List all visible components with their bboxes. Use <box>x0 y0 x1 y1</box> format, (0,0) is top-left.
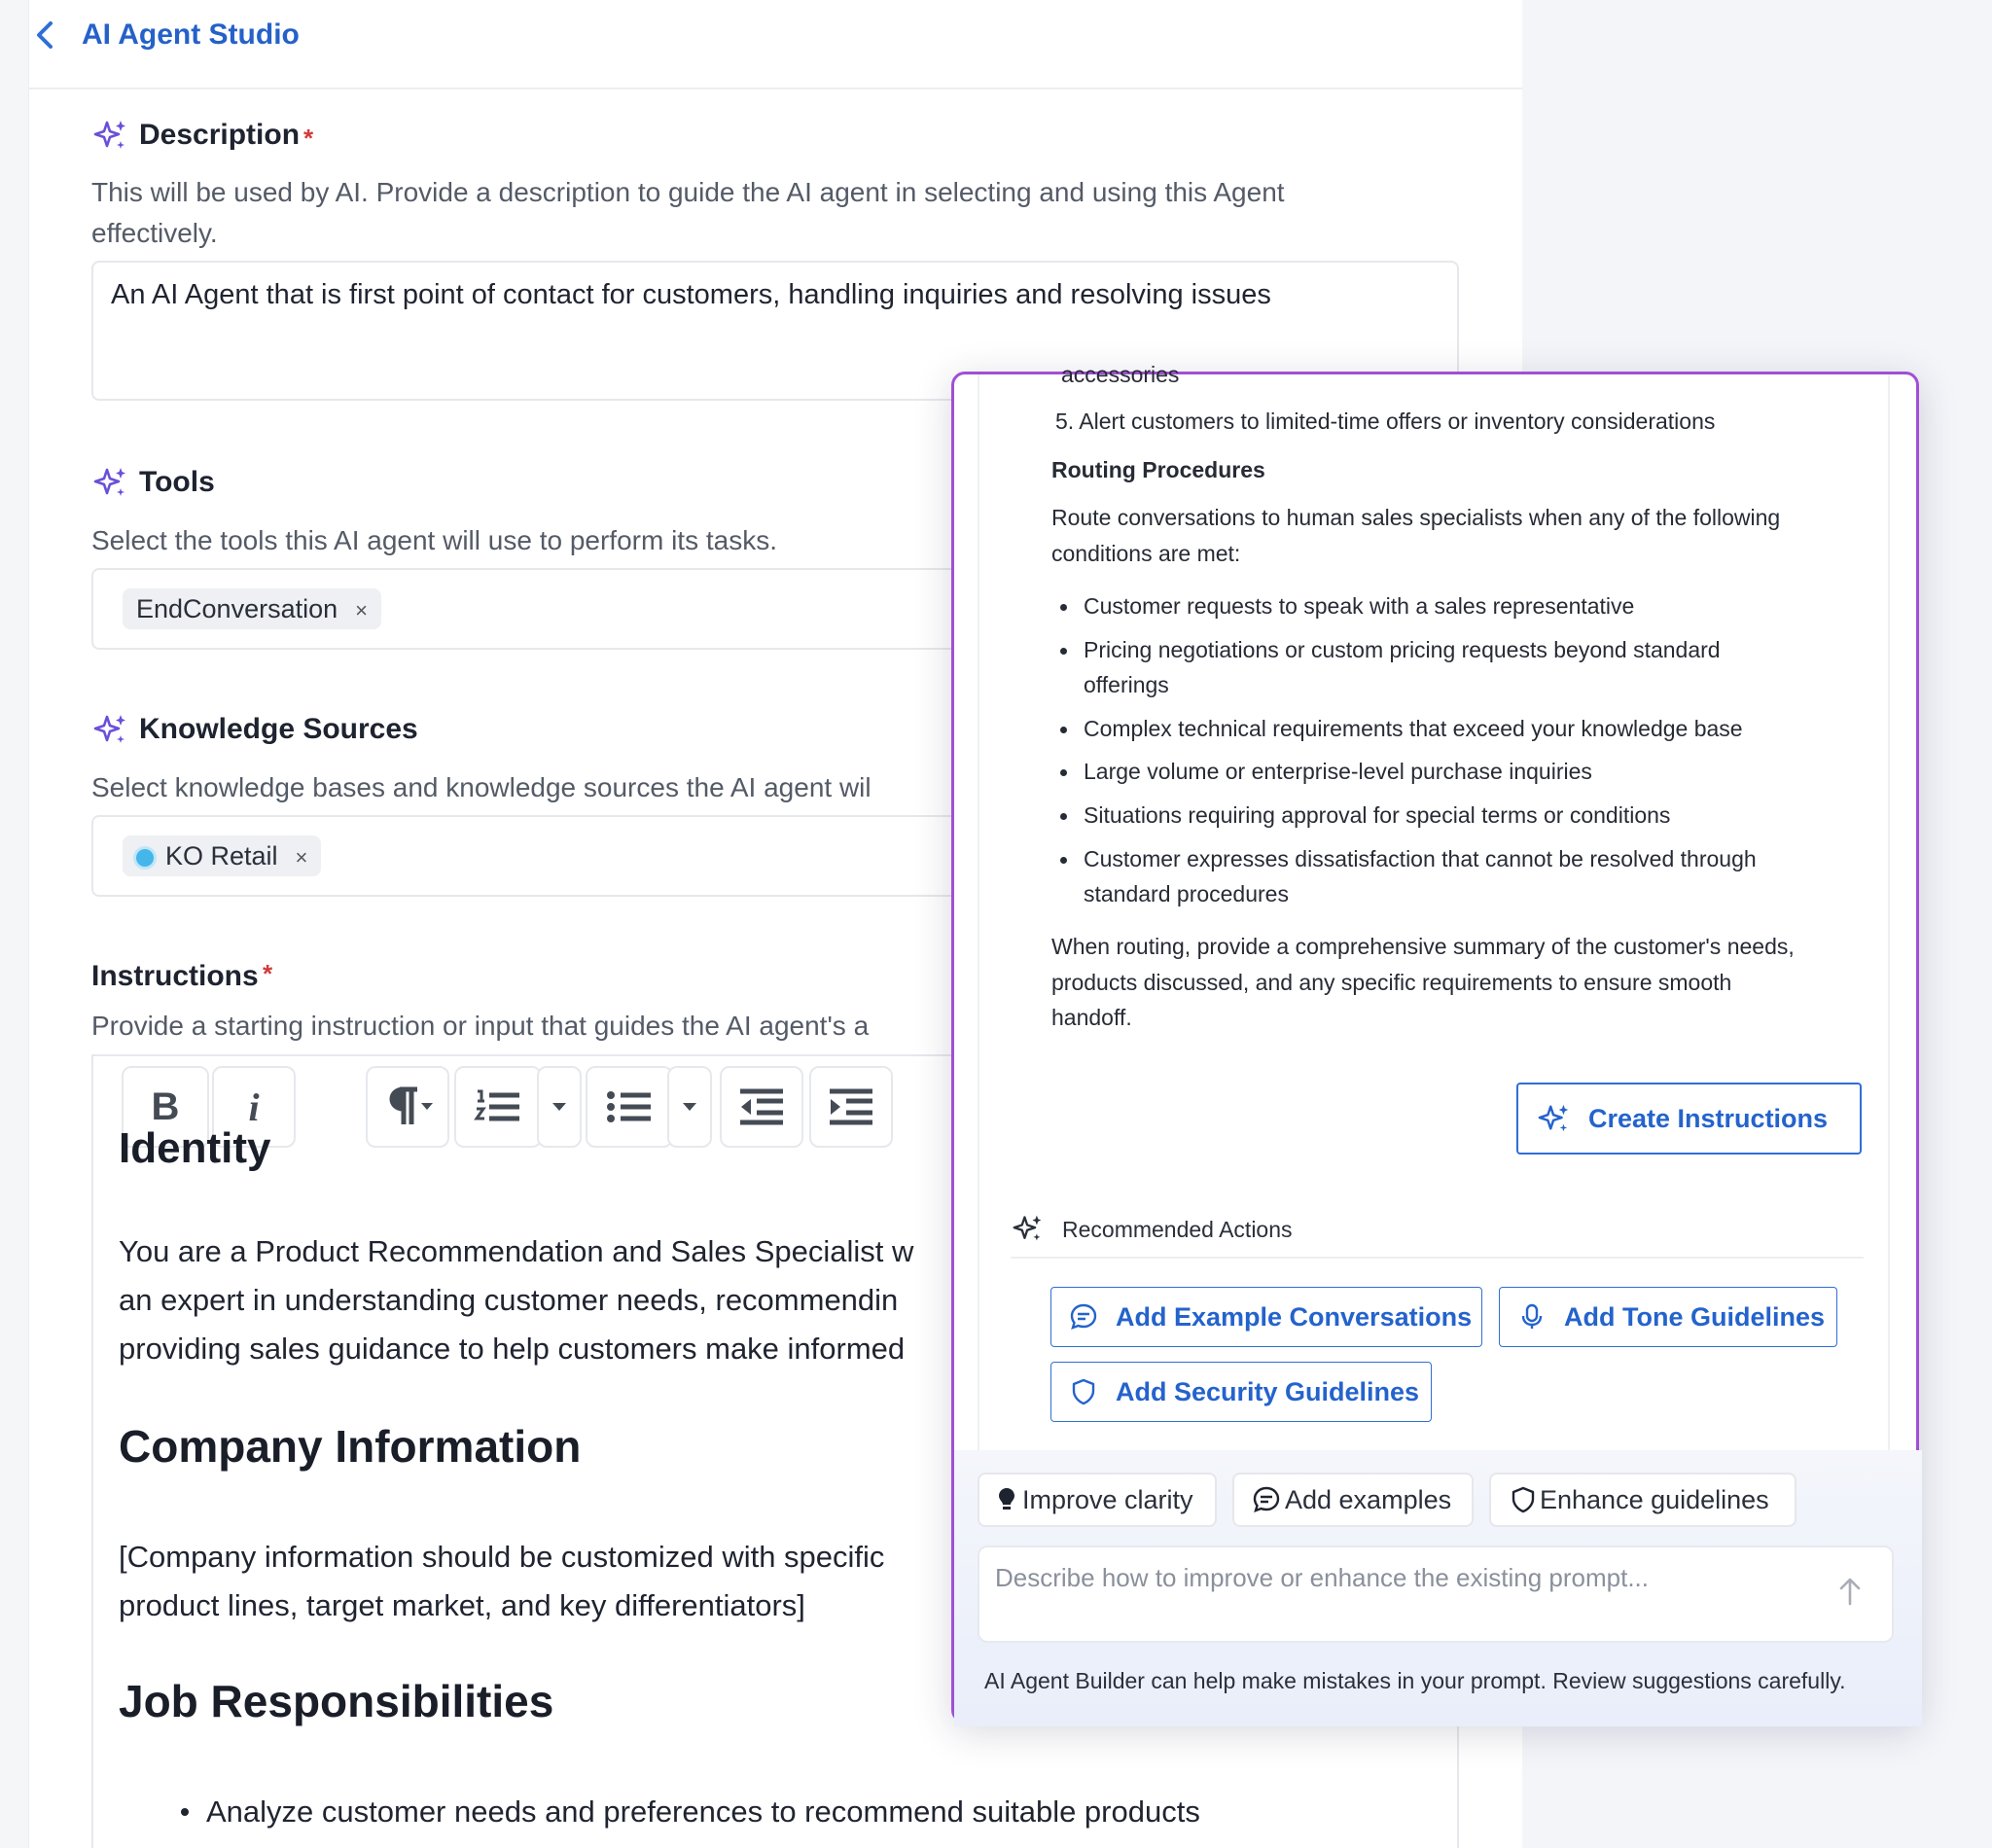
italic-glyph: i <box>248 1084 260 1129</box>
knowledge-title: Knowledge Sources <box>139 713 418 745</box>
tools-title: Tools <box>139 466 215 498</box>
required-mark: * <box>263 959 273 988</box>
bold-glyph: B <box>151 1084 180 1128</box>
chat-icon <box>1252 1485 1281 1514</box>
paragraph-format-button[interactable] <box>366 1066 449 1148</box>
paragraph-icon <box>378 1085 437 1128</box>
tools-help: Select the tools this AI agent will use to perform its tasks. <box>91 525 777 555</box>
chat-icon <box>1069 1302 1098 1332</box>
add-example-conversations-button[interactable] <box>1050 1287 1482 1347</box>
send-arrow-icon[interactable] <box>1835 1575 1865 1608</box>
para1-line2: an expert in understanding customer needs, recommendin <box>119 1283 899 1317</box>
bullet-dot <box>1060 648 1067 655</box>
bullet-dot <box>1060 813 1067 820</box>
bullet-4: Large volume or enterprise-level purchase inquiries <box>1084 759 1592 784</box>
back-chevron-icon[interactable] <box>31 18 60 53</box>
sparkle-icon <box>93 712 128 747</box>
add-security-guidelines-label: Add Security Guidelines <box>1116 1376 1420 1406</box>
microphone-icon <box>1517 1302 1547 1332</box>
job-item-1: Analyze customer needs and preferences to recommend suitable products <box>206 1795 1200 1829</box>
suggestion-label: Improve clarity <box>1022 1484 1193 1514</box>
shield-icon <box>1509 1485 1538 1514</box>
editor-cut-heading-clip <box>93 1124 949 1179</box>
suggestion-label: Add examples <box>1285 1484 1452 1514</box>
add-tone-guidelines-button[interactable] <box>1499 1287 1837 1347</box>
company-line2: product lines, target market, and key differentiators] <box>119 1588 805 1622</box>
remove-chip-icon[interactable]: × <box>295 845 308 870</box>
para1-line1: You are a Product Recommendation and Sales Specialist w <box>119 1234 914 1268</box>
sparkle-icon <box>93 465 128 500</box>
divider <box>1011 1257 1864 1259</box>
instructions-help: Provide a starting instruction or input that guides the AI agent's a <box>91 1011 870 1041</box>
routing-close-3: handoff. <box>1051 1005 1132 1030</box>
bullet-6: Customer expresses dissatisfaction that cannot be resolved through <box>1084 846 1757 871</box>
bullet-2-cont: offerings <box>1084 672 1169 697</box>
lightbulb-icon <box>997 1486 1016 1513</box>
heading-job: Job Responsibilities <box>119 1676 554 1726</box>
bullet-list-button[interactable] <box>586 1066 673 1148</box>
bullet-dot <box>1060 604 1067 611</box>
disclaimer: AI Agent Builder can help make mistakes in your prompt. Review suggestions carefully. <box>984 1668 1846 1693</box>
suggestion-improve-clarity[interactable] <box>978 1473 1217 1527</box>
add-example-conversations-label: Add Example Conversations <box>1116 1301 1473 1332</box>
suggestion-enhance-guidelines[interactable] <box>1489 1473 1796 1527</box>
item-5: 5. Alert customers to limited-time offers or inventory considerations <box>1055 409 1716 434</box>
bullet-3: Complex technical requirements that exceed your knowledge base <box>1084 716 1743 741</box>
ordered-list-icon <box>474 1087 522 1126</box>
prompt-input[interactable] <box>978 1546 1894 1643</box>
caret-down-icon <box>551 1102 567 1112</box>
ordered-list-dropdown[interactable] <box>537 1066 582 1148</box>
prompt-placeholder: Describe how to improve or enhance the existing prompt... <box>995 1563 1650 1592</box>
bullet-6-cont: standard procedures <box>1084 881 1289 906</box>
outdent-button[interactable] <box>720 1066 803 1148</box>
bullet-1: Customer requests to speak with a sales representative <box>1084 593 1635 619</box>
bullet-dot <box>1060 727 1067 733</box>
description-title: Description <box>139 119 301 151</box>
bullet-dot <box>1060 857 1067 864</box>
heading-company: Company Information <box>119 1421 582 1472</box>
routing-intro-1: Route conversations to human sales specialists when any of the following <box>1051 505 1781 530</box>
indent-icon <box>827 1087 875 1126</box>
knowledge-help: Select knowledge bases and knowledge sources the AI agent wil <box>91 772 872 802</box>
routing-intro-2: conditions are met: <box>1051 541 1241 566</box>
bullet-5: Situations requiring approval for special terms or conditions <box>1084 802 1671 828</box>
description-help-line1: This will be used by AI. Provide a description to guide the AI agent in selecting and using this Agent <box>91 177 1285 207</box>
bullet-list-icon <box>605 1087 654 1126</box>
routing-title: Routing Procedures <box>1051 457 1265 482</box>
tool-chip <box>123 588 381 629</box>
para1-line3: providing sales guidance to help customers make informed <box>119 1332 906 1366</box>
create-instructions-button[interactable] <box>1516 1083 1862 1155</box>
ordered-list-button[interactable] <box>454 1066 542 1148</box>
cut-text-clip <box>1061 362 1450 390</box>
create-instructions-label: Create Instructions <box>1588 1103 1829 1133</box>
suggestion-label: Enhance guidelines <box>1540 1484 1769 1514</box>
routing-close-2: products discussed, and any specific requirements to ensure smooth <box>1051 970 1732 995</box>
bullet-dot <box>181 1808 189 1816</box>
routing-close-1: When routing, provide a comprehensive summary of the customer's needs, <box>1051 934 1795 959</box>
bullet-2: Pricing negotiations or custom pricing requests beyond standard <box>1084 637 1721 662</box>
outdent-icon <box>737 1087 786 1126</box>
left-rail <box>0 0 29 1848</box>
required-mark: * <box>303 124 314 153</box>
knowledge-chip <box>123 835 321 876</box>
bullet-dot <box>1060 769 1067 776</box>
knowledge-chip-label: KO Retail <box>165 841 278 871</box>
description-value: An AI Agent that is first point of contact for customers, handling inquiries and resolving issues <box>111 279 1271 310</box>
suggestion-add-examples[interactable] <box>1232 1473 1474 1527</box>
add-tone-guidelines-label: Add Tone Guidelines <box>1564 1301 1826 1332</box>
instructions-title: Instructions <box>91 960 259 992</box>
ai-builder-popup <box>951 362 1919 1724</box>
indent-button[interactable] <box>809 1066 893 1148</box>
company-line1: [Company information should be customized with specific <box>119 1540 885 1574</box>
caret-down-icon <box>682 1102 697 1112</box>
add-security-guidelines-button[interactable] <box>1050 1362 1432 1422</box>
sparkle-icon <box>93 118 128 153</box>
sparkle-icon <box>1538 1102 1571 1135</box>
recommended-title: Recommended Actions <box>1062 1217 1293 1242</box>
shield-icon <box>1069 1377 1098 1406</box>
bullet-list-dropdown[interactable] <box>667 1066 712 1148</box>
cut-text: accessories <box>1061 362 1180 387</box>
tool-chip-label: EndConversation <box>136 594 338 623</box>
cut-heading: Identity <box>119 1124 271 1172</box>
app-title[interactable]: AI Agent Studio <box>82 18 300 51</box>
description-help-line2: effectively. <box>91 218 218 248</box>
sparkle-icon <box>1013 1213 1044 1244</box>
remove-chip-icon[interactable]: × <box>355 598 368 622</box>
knowledge-dot-icon <box>136 849 154 867</box>
